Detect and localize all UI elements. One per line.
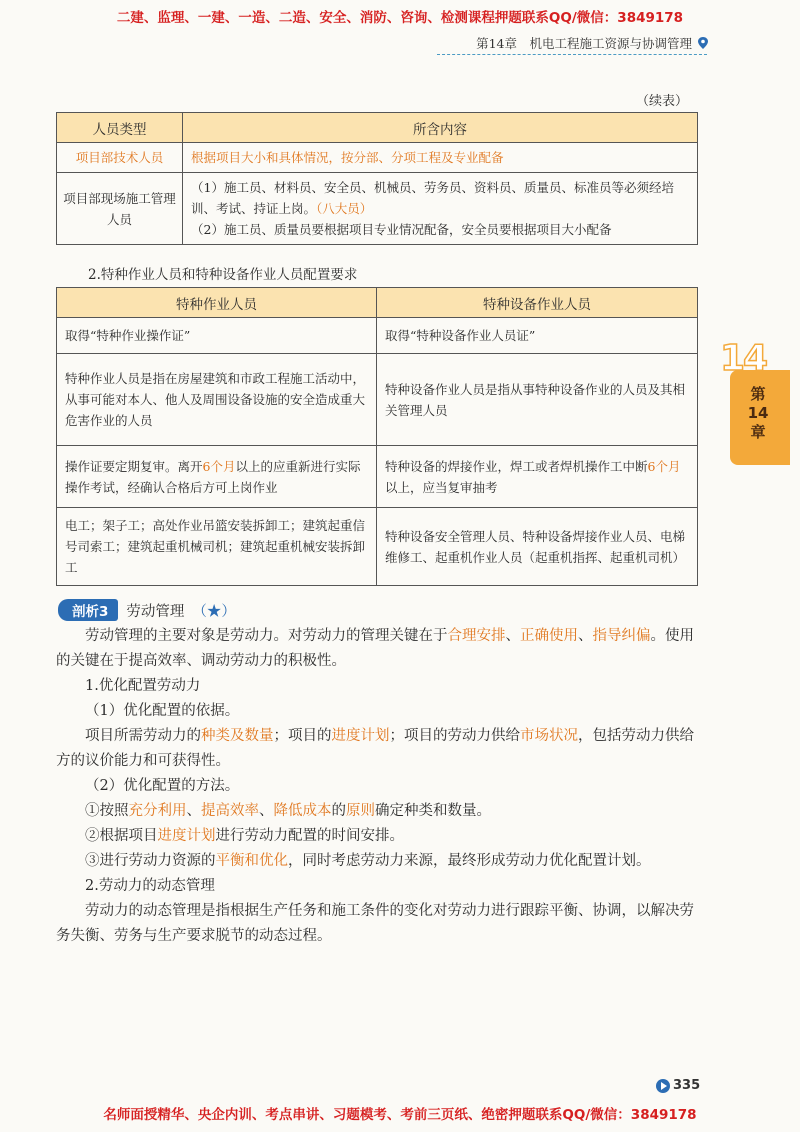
column-header: 特种设备作业人员	[377, 288, 698, 318]
highlight-text: 降低成本	[273, 803, 332, 819]
highlight-text: 指导纠偏	[592, 628, 651, 644]
table-cell	[377, 446, 698, 508]
cell-text: （2）施工员、质量员要根据项目专业情况配备，安全员要根据项目大小配备	[191, 222, 612, 237]
method-item	[56, 799, 698, 824]
analysis-badge: 剖析3	[58, 599, 118, 621]
column-header: 特种作业人员	[57, 288, 377, 318]
text: ③进行劳动力资源的	[85, 853, 216, 869]
table-row	[57, 354, 698, 446]
table-cell: 项目部现场施工管理人员	[57, 173, 183, 245]
highlight-text: 提高效率	[201, 803, 259, 819]
cell-text: 以上的应重新进行实际操作考试，经确认合格后方可上岗作业	[65, 458, 361, 495]
text: 。使用的关键在于提高效率、调动劳动力的积极性。	[56, 628, 694, 669]
text: ②根据项目	[85, 828, 158, 844]
text: 确定种类和数量。	[375, 803, 491, 819]
text: ；项目的	[273, 728, 332, 744]
text: ；项目的劳动力供给	[389, 728, 520, 744]
highlight-text: 平衡和优化	[215, 853, 288, 869]
highlight-text: 合理安排	[447, 628, 506, 644]
table-row	[57, 446, 698, 508]
subheading: 1.优化配置劳动力	[85, 678, 201, 694]
section-title: 2.特种作业人员和特种设备作业人员配置要求	[88, 267, 358, 283]
table-row	[57, 508, 698, 586]
table-cell: 项目部技术人员	[57, 143, 183, 173]
subheading: （2）优化配置的方法。	[85, 778, 240, 794]
location-pin-icon	[698, 37, 708, 49]
text: 进行劳动力配置的时间安排。	[215, 828, 404, 844]
text: 、	[505, 628, 520, 644]
highlight-text: 市场状况	[520, 728, 578, 744]
chapter-side-tab	[718, 340, 790, 465]
table-cell: 取得“特种设备作业人员证”	[377, 318, 698, 354]
bottom-advertisement: 名师面授精华、央企内训、考点串讲、习题模考、考前三页纸、绝密押题联系QQ/微信：3849178	[103, 1107, 697, 1123]
highlight-text: 6个月	[202, 458, 236, 474]
text: 的	[331, 803, 346, 819]
chapter-header-text: 第14章 机电工程施工资源与协调管理	[476, 36, 692, 51]
page-number-text: 335	[673, 1078, 701, 1093]
table-header-row	[57, 288, 698, 318]
tab-label-line: 14	[747, 404, 769, 422]
text: ，包括劳动力供给方的议价能力和可获得性。	[56, 728, 694, 769]
table-row	[57, 143, 698, 173]
importance-star: （★）	[192, 603, 236, 620]
text: ①按照	[85, 803, 129, 819]
cell-text: 特种设备的焊接作业，焊工或者焊机操作工中断	[385, 458, 648, 474]
table-cell: 特种设备安全管理人员、特种设备焊接作业人员、电梯维修工、起重机作业人员（起重机指挥、起重机司机）	[377, 508, 698, 586]
special-worker-table	[56, 287, 698, 586]
analysis-title: 劳动管理	[126, 603, 185, 620]
highlight-text: 正确使用	[520, 628, 578, 644]
tab-chapter-number: 14	[720, 338, 767, 379]
table-cell	[57, 446, 377, 508]
table-cell	[183, 173, 698, 245]
table-row	[57, 173, 698, 245]
text: 、	[578, 628, 593, 644]
top-advertisement: 二建、监理、一建、一造、二造、安全、消防、咨询、检测课程押题联系QQ/微信：3849178	[116, 10, 684, 26]
cell-text: （1）施工员、材料员、安全员、机械员、劳务员、资料员、质量员、标准员等必须经培训、考试、持证上岗。	[191, 180, 674, 216]
play-icon	[656, 1079, 670, 1093]
highlight-text: 6个月	[647, 458, 681, 474]
text: 、	[186, 803, 201, 819]
method-item	[56, 824, 698, 849]
column-header: 人员类型	[57, 113, 183, 143]
paragraph	[56, 724, 698, 774]
tab-label-line: 章	[750, 423, 766, 441]
paragraph: 劳动力的动态管理是指根据生产任务和施工条件的变化对劳动力进行跟踪平衡、协调，以解决劳务失衡、劳务与生产要求脱节的动态过程。	[56, 903, 694, 944]
table-cell: 特种作业人员是指在房屋建筑和市政工程施工活动中，从事可能对本人、他人及周围设备设施的安全造成重大危害作业的人员	[57, 354, 377, 446]
highlight-text: 进度计划	[157, 828, 216, 844]
subheading: 2.劳动力的动态管理	[85, 878, 215, 894]
header-divider	[437, 54, 707, 55]
table-row	[57, 318, 698, 354]
page-number	[656, 1078, 700, 1093]
column-header: 所含内容	[183, 113, 698, 143]
highlight-text: 原则	[346, 803, 375, 819]
table-cell: 取得“特种作业操作证”	[57, 318, 377, 354]
text: 项目所需劳动力的	[85, 728, 201, 744]
subheading: （1）优化配置的依据。	[85, 703, 240, 719]
highlight-text: 种类及数量	[201, 728, 274, 744]
chapter-header	[476, 34, 708, 52]
text: ，同时考虑劳动力来源，最终形成劳动力优化配置计划。	[288, 853, 651, 869]
cell-text: 操作证要定期复审。离开	[65, 458, 203, 474]
text: 劳动管理的主要对象是劳动力。对劳动力的管理关键在于	[85, 628, 448, 644]
paragraph	[56, 624, 698, 674]
highlight-text: 充分利用	[128, 803, 187, 819]
cell-text: 以上，应当复审抽考	[385, 479, 498, 495]
staff-type-table	[56, 112, 698, 245]
highlight-text: （八大员）	[316, 201, 373, 216]
analysis-heading	[58, 599, 236, 621]
table-header-row	[57, 113, 698, 143]
table-cell: 电工；架子工；高处作业吊篮安装拆卸工；建筑起重信号司索工；建筑起重机械司机；建筑起重机械安装拆卸工	[57, 508, 377, 586]
tab-label-line: 第	[750, 385, 766, 403]
highlight-text: 进度计划	[331, 728, 390, 744]
body-text	[56, 624, 698, 949]
table-cell: 根据项目大小和具体情况，按分部、分项工程及专业配备	[183, 143, 698, 173]
continued-label: （续表）	[636, 94, 689, 109]
method-item	[56, 849, 698, 874]
table-cell: 特种设备作业人员是指从事特种设备作业的人员及其相关管理人员	[377, 354, 698, 446]
text: 、	[259, 803, 274, 819]
tab-label	[730, 385, 786, 442]
